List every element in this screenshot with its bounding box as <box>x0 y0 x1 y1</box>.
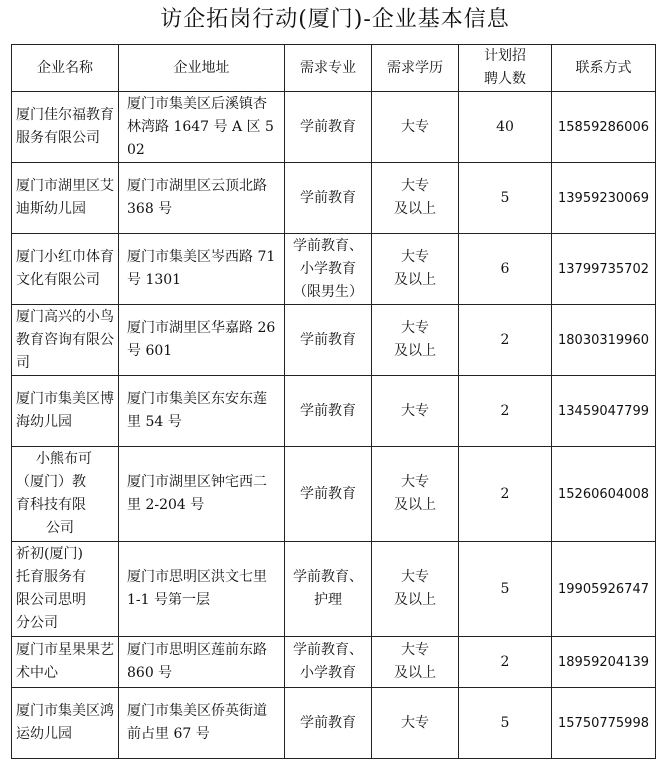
header-required-education: 需求学历 <box>372 45 459 92</box>
company-name-line: 托育服务有 <box>16 569 86 585</box>
required-education: 大专 <box>372 376 459 447</box>
contact-phone: 18959204139 <box>552 637 656 688</box>
contact-phone: 18030319960 <box>552 305 656 376</box>
company-name <box>12 542 119 637</box>
company-name: 厦门市集美区博海幼儿园 <box>12 376 119 447</box>
planned-hires: 2 <box>459 305 552 376</box>
planned-hires: 5 <box>459 542 552 637</box>
planned-hires: 2 <box>459 447 552 542</box>
contact-phone: 13959230069 <box>552 163 656 234</box>
table-row <box>12 542 656 637</box>
required-education: 大专 <box>372 92 459 163</box>
contact-phone: 13799735702 <box>552 234 656 305</box>
required-education <box>372 163 459 234</box>
company-name-line: 祈初(厦门) <box>16 546 83 562</box>
planned-hires: 2 <box>459 376 552 447</box>
table-row <box>12 92 656 163</box>
table-row <box>12 637 656 688</box>
company-name: 厦门佳尔福教育服务有限公司 <box>12 92 119 163</box>
required-education <box>372 637 459 688</box>
header-planned-hires-line1: 计划招 <box>484 48 526 64</box>
company-name: 厦门小红巾体育文化有限公司 <box>12 234 119 305</box>
required-major: 学前教育 <box>285 376 372 447</box>
header-planned-hires-line2: 聘人数 <box>484 71 526 87</box>
company-address: 厦门市湖里区华嘉路 26 号 601 <box>119 305 285 376</box>
required-education-line: 大专 <box>401 569 429 585</box>
company-name: 厦门市星果果艺术中心 <box>12 637 119 688</box>
required-education-line: 及以上 <box>394 343 436 359</box>
required-major-line: 小学教育 <box>300 260 356 277</box>
contact-phone: 19905926747 <box>552 542 656 637</box>
required-major <box>285 234 372 305</box>
required-major-line: （限男生） <box>293 283 363 300</box>
company-name: 厦门市集美区鸿运幼儿园 <box>12 688 119 759</box>
company-name-line: 公司 <box>46 520 74 536</box>
required-education-line: 及以上 <box>394 665 436 681</box>
header-company-address: 企业地址 <box>119 45 285 92</box>
company-name: 厦门高兴的小鸟教育咨询有限公司 <box>12 305 119 376</box>
table-row <box>12 447 656 542</box>
header-planned-hires <box>459 45 552 92</box>
required-education-line: 大专 <box>401 642 429 658</box>
company-address: 厦门市湖里区钟宅西二里 2-204 号 <box>119 447 285 542</box>
company-name-line: （厦门）教 <box>16 474 86 490</box>
header-required-major: 需求专业 <box>285 45 372 92</box>
table-row <box>12 376 656 447</box>
planned-hires: 40 <box>459 92 552 163</box>
header-contact: 联系方式 <box>552 45 656 92</box>
required-education <box>372 542 459 637</box>
required-education-line: 大专 <box>401 249 429 265</box>
required-major-line: 学前教育、 <box>293 237 363 254</box>
required-major <box>285 637 372 688</box>
table-header-row <box>12 45 656 92</box>
required-education-line: 大专 <box>401 320 429 336</box>
required-education-line: 及以上 <box>394 201 436 217</box>
company-address: 厦门市思明区莲前东路 860 号 <box>119 637 285 688</box>
required-education-line: 及以上 <box>394 272 436 288</box>
company-address: 厦门市集美区东安东莲里 54 号 <box>119 376 285 447</box>
company-name-line: 育科技有限 <box>16 497 86 513</box>
company-address: 厦门市湖里区云顶北路 368 号 <box>119 163 285 234</box>
required-education <box>372 447 459 542</box>
required-education: 大专 <box>372 688 459 759</box>
planned-hires: 6 <box>459 234 552 305</box>
required-education-line: 大专 <box>401 178 429 194</box>
required-education-line: 及以上 <box>394 497 436 513</box>
required-major: 学前教育 <box>285 92 372 163</box>
required-major-line: 小学教育 <box>300 665 356 681</box>
company-name-line: 小熊布可 <box>36 451 92 467</box>
contact-phone: 15750775998 <box>552 688 656 759</box>
required-major: 学前教育 <box>285 305 372 376</box>
company-address: 厦门市思明区洪文七里 1-1 号第一层 <box>119 542 285 637</box>
company-name <box>12 447 119 542</box>
required-education-line: 及以上 <box>394 592 436 608</box>
planned-hires: 5 <box>459 163 552 234</box>
required-major: 学前教育 <box>285 447 372 542</box>
company-address: 厦门市集美区后溪镇杏林湾路 1647 号 A 区 502 <box>119 92 285 163</box>
required-major: 学前教育 <box>285 688 372 759</box>
contact-phone: 15260604008 <box>552 447 656 542</box>
contact-phone: 13459047799 <box>552 376 656 447</box>
company-name: 厦门市湖里区艾迪斯幼儿园 <box>12 163 119 234</box>
required-major-line: 学前教育、 <box>293 642 363 658</box>
company-address: 厦门市集美区侨英街道前占里 67 号 <box>119 688 285 759</box>
planned-hires: 5 <box>459 688 552 759</box>
table-row <box>12 688 656 759</box>
table-row <box>12 163 656 234</box>
required-major: 学前教育 <box>285 163 372 234</box>
table-row <box>12 234 656 305</box>
contact-phone: 15859286006 <box>552 92 656 163</box>
company-address: 厦门市集美区岑西路 71 号 1301 <box>119 234 285 305</box>
required-education <box>372 305 459 376</box>
company-name-line: 限公司思明 <box>16 592 86 608</box>
header-company-name: 企业名称 <box>12 45 119 92</box>
required-education <box>372 234 459 305</box>
required-major-line: 学前教育、 <box>293 569 363 585</box>
table-row <box>12 305 656 376</box>
planned-hires: 2 <box>459 637 552 688</box>
required-major-line: 护理 <box>314 592 342 608</box>
required-education-line: 大专 <box>401 474 429 490</box>
company-name-line: 分公司 <box>16 615 58 631</box>
page-title: 访企拓岗行动(厦门)-企业基本信息 <box>160 7 510 32</box>
enterprise-info-table <box>11 44 656 759</box>
required-major <box>285 542 372 637</box>
